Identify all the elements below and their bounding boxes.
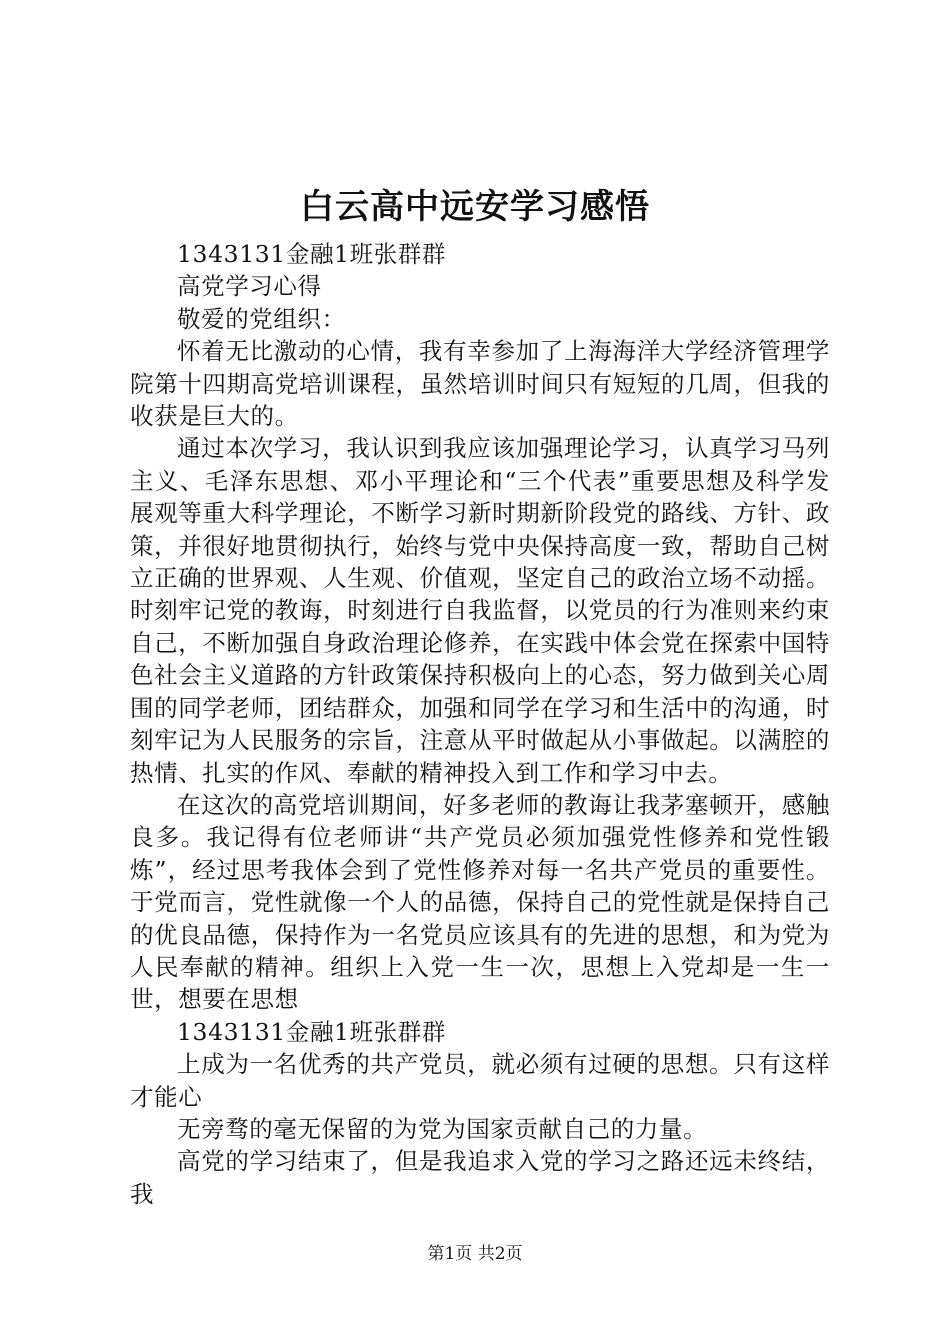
paragraph: 上成为一名优秀的共产党员，就必须有过硬的思想。只有这样才能心 [130, 1050, 830, 1111]
author-line: 1343131金融1班张群群 [177, 240, 447, 268]
paragraph: 高党的学习结束了，但是我追求入党的学习之路还远未终结，我 [130, 1147, 830, 1208]
paragraph: 无旁骛的毫无保留的为党为国家贡献自己的力量。 [177, 1114, 708, 1143]
paragraph: 通过本次学习，我认识到我应该加强理论学习，认真学习马列主义、毛泽东思想、邓小平理论和“三个代表”重要思想及科学发展观等重大科学理论，不断学习新时期新阶段党的路线、方针、政策，并很好地贯彻执行，始终与党中央保持高度一致，帮助自己树立正确的世界观、人生观、价值观，坚定自己的政治立场不动摇。时刻牢记党的教诲，时刻进行自我监督，以党员的行为准则来约束自己，不断加强自身政治理论修养，在实践中体会党在探索中国特色社会主义道路的方针政策保持积极向上的心态，努力做到关心周围的同学老师，团结群众，加强和同学在学习和生活中的沟通，时刻牢记为人民服务的宗旨，注意从平时做起从小事做起。以满腔的热情、扎实的作风、奉献的精神投入到工作和学习中去。 [130, 434, 830, 787]
subtitle-line: 高党学习心得 [177, 272, 322, 301]
paragraph: 在这次的高党培训期间，好多老师的教诲让我茅塞顿开，感触良多。我记得有位老师讲“共产党员必须加强党性修养和党性锻炼”，经过思考我体会到了党性修养对每一名共产党员的重要性。于党而言，党性就像一个人的品德，保持自己的党性就是保持自己的优良品德，保持作为一名党员应该具有的先进的思想，和为党为人民奉献的精神。组织上入党一生一次，思想上入党却是一生一世，想要在思想 [130, 790, 830, 1014]
page-footer: 第1页 共2页 [427, 1244, 523, 1264]
document-body [130, 238, 830, 1210]
document-title: 白云高中远安学习感悟 [300, 187, 650, 227]
author-line-repeat: 1343131金融1班张群群 [177, 1017, 447, 1046]
paragraph: 怀着无比激动的心情，我有幸参加了上海海洋大学经济管理学院第十四期高党培训课程，虽然培训时间只有短短的几周，但我的收获是巨大的。 [130, 337, 830, 431]
salutation: 敬爱的党组织： [177, 304, 346, 333]
